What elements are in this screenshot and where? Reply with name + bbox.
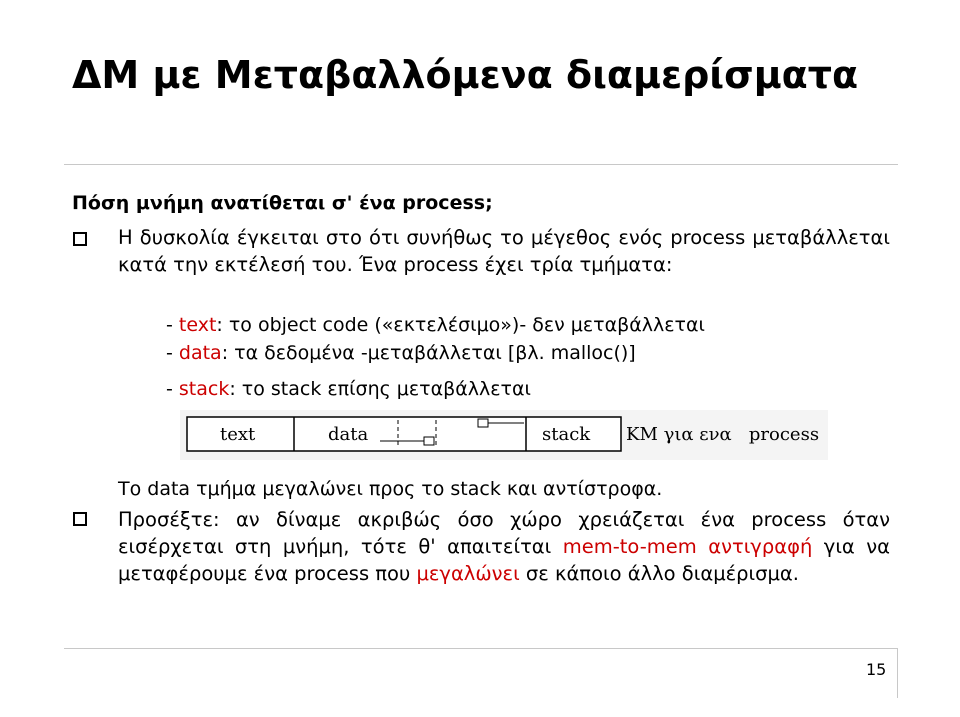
- diagram-stack-arrow-head: [478, 419, 488, 427]
- segment-stack-line: [166, 376, 531, 402]
- title-rule: [64, 164, 898, 165]
- memory-layout-diagram: [180, 410, 828, 460]
- footer-rule: [64, 648, 898, 649]
- diagram-label-text: text: [220, 424, 256, 445]
- bullet-2-red-grows: μεγαλώνει: [416, 562, 520, 585]
- segment-dash: -: [166, 378, 179, 400]
- data-note-text: Το data τμήμα μεγαλώνει προς το stack και αντίστροφα.: [118, 478, 663, 500]
- segment-desc-data: : τα δεδομένα -μεταβάλλεται [βλ. malloc()]: [221, 342, 636, 364]
- diagram-label-data: data: [328, 424, 369, 445]
- segment-name-text: text: [178, 314, 217, 336]
- segment-name-stack: stack: [178, 378, 230, 400]
- segment-dash: -: [166, 342, 179, 364]
- diagram-data-arrow-head: [424, 437, 434, 445]
- diagram-label-stack: stack: [542, 424, 591, 445]
- slide-title: ΔΜ με Μεταβαλλόμενα διαμερίσματα: [72, 53, 859, 97]
- bullet-2-text: [118, 506, 890, 587]
- diagram-caption: ΚΜ για ενα process: [626, 424, 820, 445]
- question-text: Πόση μνήμη ανατίθεται σ' ένα process;: [72, 192, 493, 214]
- bullet-1-text: Η δυσκολία έγκειται στο ότι συνήθως το μέγεθος ενός process μεταβάλλεται κατά την εκτέλεσή του. Ένα process έχει τρία τμήματα:: [118, 226, 890, 276]
- segment-data-line: [166, 340, 636, 366]
- bullet-box-2: [73, 512, 87, 526]
- segment-desc-text: : το object code («εκτελέσιμο»)- δεν μεταβάλλεται: [216, 314, 705, 336]
- bullet-box-1: [73, 232, 87, 246]
- bullet-2-red-copy: mem-to-mem αντιγραφή: [562, 535, 813, 558]
- footer-right-rule: [897, 648, 898, 698]
- segment-dash: -: [166, 314, 179, 336]
- bullet-2-part1: Προσέξτε: αν δίναμε ακριβώς όσο χώρο χρειάζεται ένα process όταν εισέρχεται στη μνήμη, τότε θ' απαιτείται: [118, 508, 890, 558]
- bullet-2-part3: σε κάποιο άλλο διαμέρισμα.: [519, 562, 799, 585]
- segment-text-line: [166, 312, 705, 338]
- bullet-2-part2: για να μεταφέρουμε ένα process που: [118, 535, 891, 585]
- segment-desc-stack: : το stack επίσης μεταβάλλεται: [229, 378, 531, 400]
- page-number: 15: [866, 660, 887, 679]
- segment-name-data: data: [178, 342, 222, 364]
